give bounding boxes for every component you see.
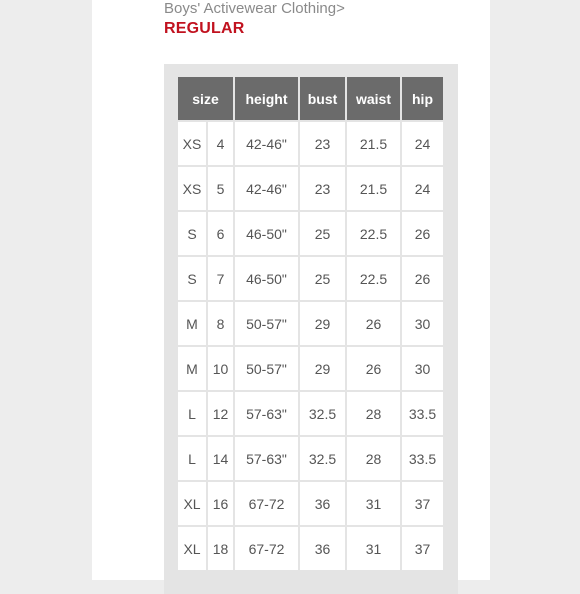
table-row (178, 347, 443, 390)
cell-hip: 24 (402, 122, 443, 165)
table-row (178, 167, 443, 210)
cell-size-number: 4 (208, 122, 233, 165)
table-row (178, 482, 443, 525)
table-row (178, 437, 443, 480)
cell-height: 57-63" (235, 437, 298, 480)
page-panel (92, 0, 490, 580)
cell-height: 57-63" (235, 392, 298, 435)
cell-size-letter: M (178, 347, 206, 390)
cell-height: 67-72 (235, 527, 298, 570)
cell-waist: 26 (347, 347, 400, 390)
table-row (178, 257, 443, 300)
cell-bust: 23 (300, 167, 345, 210)
cell-bust: 25 (300, 257, 345, 300)
cell-height: 50-57" (235, 347, 298, 390)
cell-size-letter: M (178, 302, 206, 345)
table-row (178, 122, 443, 165)
cell-bust: 36 (300, 527, 345, 570)
table-row (178, 392, 443, 435)
header-hip: hip (402, 77, 443, 120)
cell-bust: 32.5 (300, 437, 345, 480)
header-size: size (178, 77, 233, 120)
cell-waist: 21.5 (347, 122, 400, 165)
cell-waist: 21.5 (347, 167, 400, 210)
cell-waist: 31 (347, 482, 400, 525)
cell-size-letter: XS (178, 122, 206, 165)
cell-size-letter: XS (178, 167, 206, 210)
cell-size-number: 7 (208, 257, 233, 300)
cell-size-number: 6 (208, 212, 233, 255)
breadcrumb[interactable]: Boys' Activewear Clothing> (164, 0, 345, 17)
cell-hip: 37 (402, 527, 443, 570)
header-height: height (235, 77, 298, 120)
cell-waist: 22.5 (347, 257, 400, 300)
cell-hip: 33.5 (402, 392, 443, 435)
cell-size-number: 16 (208, 482, 233, 525)
table-row (178, 302, 443, 345)
cell-size-number: 14 (208, 437, 233, 480)
table-header-row (178, 77, 443, 120)
cell-bust: 32.5 (300, 392, 345, 435)
cell-size-letter: S (178, 212, 206, 255)
cell-hip: 30 (402, 302, 443, 345)
cell-size-letter: XL (178, 482, 206, 525)
cell-hip: 33.5 (402, 437, 443, 480)
header-bust: bust (300, 77, 345, 120)
cell-bust: 29 (300, 347, 345, 390)
cell-height: 50-57" (235, 302, 298, 345)
cell-hip: 26 (402, 257, 443, 300)
section-title: REGULAR (164, 20, 245, 37)
table-row (178, 212, 443, 255)
cell-size-letter: L (178, 437, 206, 480)
cell-height: 46-50" (235, 212, 298, 255)
cell-bust: 29 (300, 302, 345, 345)
cell-size-letter: XL (178, 527, 206, 570)
cell-size-number: 10 (208, 347, 233, 390)
cell-bust: 25 (300, 212, 345, 255)
header-waist: waist (347, 77, 400, 120)
cell-waist: 22.5 (347, 212, 400, 255)
size-chart-table (176, 75, 445, 572)
cell-bust: 36 (300, 482, 345, 525)
cell-hip: 30 (402, 347, 443, 390)
cell-height: 46-50" (235, 257, 298, 300)
cell-size-letter: S (178, 257, 206, 300)
cell-hip: 37 (402, 482, 443, 525)
cell-size-number: 12 (208, 392, 233, 435)
cell-size-number: 18 (208, 527, 233, 570)
table-body (178, 122, 443, 570)
cell-bust: 23 (300, 122, 345, 165)
cell-height: 42-46" (235, 167, 298, 210)
cell-height: 67-72 (235, 482, 298, 525)
cell-waist: 31 (347, 527, 400, 570)
cell-size-number: 8 (208, 302, 233, 345)
cell-hip: 26 (402, 212, 443, 255)
table-row (178, 527, 443, 570)
cell-size-letter: L (178, 392, 206, 435)
cell-waist: 28 (347, 392, 400, 435)
cell-size-number: 5 (208, 167, 233, 210)
size-chart-frame (164, 64, 458, 594)
cell-hip: 24 (402, 167, 443, 210)
cell-height: 42-46" (235, 122, 298, 165)
cell-waist: 28 (347, 437, 400, 480)
cell-waist: 26 (347, 302, 400, 345)
